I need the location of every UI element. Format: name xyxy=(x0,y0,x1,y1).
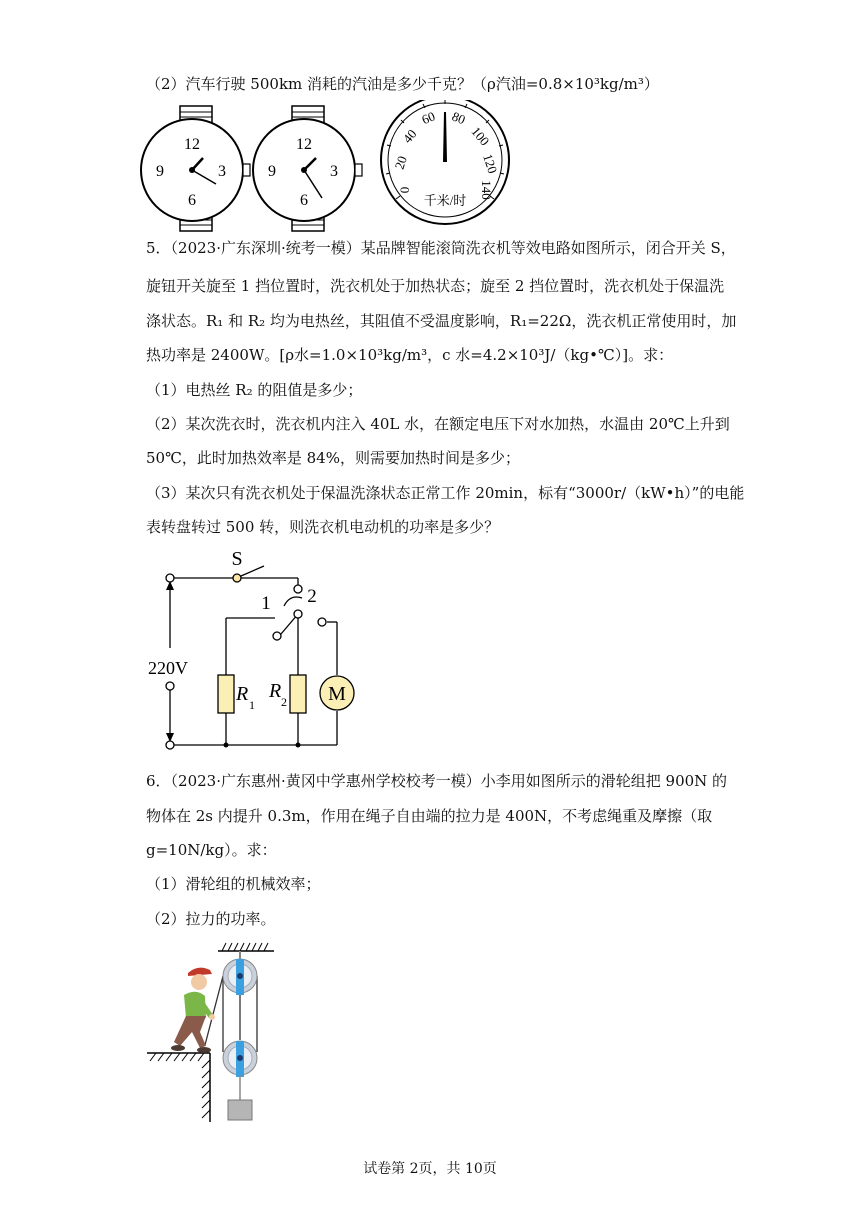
svg-text:2: 2 xyxy=(307,586,317,607)
q6-pulley-figure xyxy=(0,935,860,1135)
page-footer: 试卷第 2页，共 10页 xyxy=(363,1161,497,1177)
svg-text:R: R xyxy=(269,680,282,702)
svg-text:R: R xyxy=(236,683,249,705)
svg-text:12: 12 xyxy=(184,136,200,153)
q6-line: （2）拉力的功率。 xyxy=(146,910,276,928)
q6-line: g=10N/kg）。求： xyxy=(146,841,277,859)
svg-text:S: S xyxy=(231,548,243,570)
q5-line: （3）某次只有洗衣机处于保温洗涤状态正常工作 20min，标有“3000r/（kW•h）”的电能 xyxy=(146,484,745,502)
svg-text:9: 9 xyxy=(156,163,164,180)
svg-text:M: M xyxy=(328,683,346,705)
q5-line: （1）电热丝 R₂ 的阻值是多少； xyxy=(146,381,363,399)
speedometer-icon xyxy=(381,100,509,224)
svg-text:0: 0 xyxy=(397,186,412,194)
watch-2-icon xyxy=(253,106,362,231)
movable-pulley-icon xyxy=(223,1041,257,1100)
q5-line: （2）某次洗衣时，洗衣机内注入 40L 水，在额定电压下对水加热，水温由 20℃上升到 xyxy=(146,415,730,433)
svg-text:6: 6 xyxy=(300,192,308,209)
svg-text:20: 20 xyxy=(391,154,410,172)
svg-text:3: 3 xyxy=(218,163,226,180)
q5-line: 热功率是 2400W。[ρ水=1.0×10³kg/m³，c 水=4.2×10³J/（kg•℃）]。求： xyxy=(146,346,674,364)
svg-text:6: 6 xyxy=(188,192,196,209)
q5-line: 旋钮开关旋至 1 挡位置时，洗衣机处于加热状态；旋至 2 挡位置时，洗衣机处于保温洗 xyxy=(146,277,725,295)
svg-text:40: 40 xyxy=(399,126,420,146)
svg-text:12: 12 xyxy=(296,136,312,153)
svg-text:1: 1 xyxy=(261,593,271,614)
svg-text:2: 2 xyxy=(281,695,287,709)
svg-text:80: 80 xyxy=(449,108,468,128)
r1-resistor xyxy=(218,675,234,713)
r2-resistor xyxy=(290,675,306,713)
q6-line: 物体在 2s 内提升 0.3m，作用在绳子自由端的拉力是 400N，不考虑绳重及摩擦（取 xyxy=(146,807,713,825)
svg-text:100: 100 xyxy=(468,123,493,149)
q6-line: （1）滑轮组的机械效率； xyxy=(146,875,321,893)
svg-text:140: 140 xyxy=(479,180,494,200)
q5-line: 涤状态。R₁ 和 R₂ 均为电热丝，其阻值不受温度影响，R₁=22Ω，洗衣机正常使用时，加 xyxy=(146,312,737,330)
q5-circuit-diagram xyxy=(0,545,860,755)
svg-text:9: 9 xyxy=(268,163,276,180)
svg-text:千米/时: 千米/时 xyxy=(423,193,467,208)
svg-text:220V: 220V xyxy=(148,658,188,678)
svg-text:1: 1 xyxy=(249,698,255,712)
weight-block-icon xyxy=(228,1100,252,1120)
q5-line: 表转盘转过 500 转，则洗衣机电动机的功率是多少？ xyxy=(146,518,500,536)
q5-line: 50℃，此时加热效率是 84%，则需要加热时间是多少； xyxy=(146,449,520,467)
q4-part2-text: （2）汽车行驶 500km 消耗的汽油是多少千克？（ρ汽油=0.8×10³kg/m³） xyxy=(146,75,659,93)
fixed-pulley-icon xyxy=(223,959,257,995)
watch-1-icon xyxy=(141,106,250,231)
svg-text:60: 60 xyxy=(419,108,438,128)
q6-line: 6．（2023·广东惠州·黄冈中学惠州学校校考一模）小李用如图所示的滑轮组把 900N 的 xyxy=(146,772,728,790)
q5-line: 5．（2023·广东深圳·统考一模）某品牌智能滚筒洗衣机等效电路如图所示，闭合开关 S， xyxy=(146,239,736,257)
person-icon xyxy=(171,968,215,1053)
svg-text:3: 3 xyxy=(330,163,338,180)
q4-figure xyxy=(0,100,860,340)
svg-text:120: 120 xyxy=(480,152,501,176)
